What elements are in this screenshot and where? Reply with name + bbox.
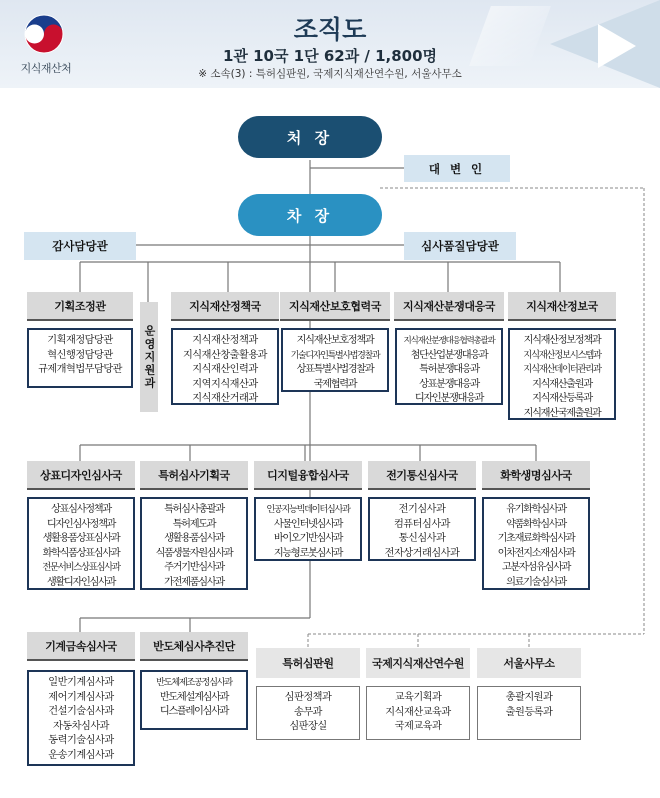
unit-item: 상표분쟁대응과 — [419, 378, 479, 390]
unit-item: 지식재산데이터관리과 — [523, 364, 601, 375]
unit-item: 운송기계심사과 — [48, 749, 114, 761]
page-title: 조직도 — [293, 15, 367, 44]
ip-academy-units — [366, 686, 470, 740]
planning-coordination-units — [27, 328, 133, 388]
unit-item: 기술디자인특별사법경찰과 — [290, 350, 380, 361]
quality-office-node: 심사품질담당관 — [404, 232, 516, 260]
unit-item: 바이오기반심사과 — [273, 533, 343, 544]
unit-item: 일반기계심사과 — [48, 677, 114, 688]
unit-item: 전자상거래심사과 — [384, 547, 460, 559]
ip-policy-bureau-units — [171, 328, 279, 405]
ip-protection-bureau-units — [281, 328, 389, 392]
unit-item: 전문서비스상표심사과 — [42, 562, 120, 573]
unit-item: 반도체제조공정심사과 — [156, 677, 232, 688]
unit-item: 지식재산정보시스템과 — [523, 349, 601, 361]
semiconductor-task-force-units — [140, 670, 248, 730]
ip-dispute-bureau-units — [395, 328, 503, 405]
patent-tribunal-units — [256, 686, 360, 740]
unit-item: 사물인터넷심사과 — [273, 518, 343, 530]
unit-item: 특허분쟁대응과 — [419, 364, 479, 375]
unit-item: 특허심사총괄과 — [164, 504, 224, 515]
unit-item: 지식재산정책과 — [192, 335, 258, 346]
unit-item: 식품생물자원심사과 — [155, 547, 233, 559]
patent-planning-bureau-units — [140, 497, 248, 590]
unit-item: 지역지식재산과 — [192, 378, 258, 390]
unit-item: 주거기반심사과 — [164, 562, 224, 573]
affiliates-note: ※ 소속(3) : 특허심판원, 국제지식재산연수원, 서울사무소 — [198, 68, 462, 80]
trademark-design-bureau-units — [27, 497, 135, 590]
vice-commissioner-node: 차 장 — [238, 194, 382, 236]
unit-item: 지식재산정보정책과 — [523, 335, 601, 346]
operations-label: 운영지원과 — [143, 324, 156, 390]
patent-planning-bureau-header: 특허심사기획국 — [140, 461, 248, 490]
unit-item: 지식재산등록과 — [532, 393, 592, 404]
unit-item: 화학식품상표심사과 — [42, 547, 120, 559]
unit-item: 생활용품상표심사과 — [42, 533, 120, 544]
spokesperson-node: 대 변 인 — [404, 155, 510, 182]
operations-support-node — [140, 302, 158, 412]
ip-information-bureau-units — [508, 328, 616, 420]
unit-item: 지식재산창출활용과 — [182, 349, 268, 361]
mechanical-metal-bureau-units — [27, 670, 135, 766]
unit-item: 통신심사과 — [398, 533, 446, 544]
unit-item: 국제교육과 — [394, 721, 442, 732]
unit-item: 건설기술심사과 — [48, 706, 114, 717]
unit-item: 지능형로봇심사과 — [273, 547, 343, 559]
electrical-telecom-bureau-units — [368, 497, 476, 561]
unit-item: 출원등록과 — [505, 706, 553, 718]
unit-item: 심판장실 — [289, 721, 327, 732]
ip-protection-bureau-header: 지식재산보호협력국 — [280, 292, 390, 321]
unit-item: 지식재산거래과 — [192, 393, 258, 404]
unit-item: 자동차심사과 — [52, 720, 110, 732]
unit-item: 상표특별사법경찰과 — [296, 364, 374, 375]
unit-item: 규제개혁법무담당관 — [37, 364, 123, 375]
seoul-office-units — [477, 686, 581, 740]
unit-item: 디자인심사정책과 — [46, 518, 116, 530]
ip-policy-bureau-header: 지식재산정책국 — [171, 292, 279, 321]
seoul-office-header: 서울사무소 — [477, 648, 581, 678]
unit-item: 생활디자인심사과 — [46, 576, 116, 588]
unit-item: 고분자섬유심사과 — [501, 562, 571, 573]
unit-item: 생활용품심사과 — [164, 533, 224, 544]
unit-item: 가전제품심사과 — [164, 576, 224, 588]
unit-item: 지식재산보호정책과 — [296, 335, 374, 346]
planning-coordination-header: 기획조정관 — [27, 292, 133, 321]
unit-item: 특허제도과 — [172, 518, 216, 530]
chemical-life-bureau-header: 화학생명심사국 — [482, 461, 590, 490]
unit-item: 첨단산업분쟁대응과 — [410, 349, 488, 361]
unit-item: 지식재산국제출원과 — [523, 407, 601, 419]
unit-item: 혁신행정담당관 — [47, 349, 113, 361]
digital-convergence-bureau-header: 디지털융합심사국 — [254, 461, 362, 490]
ip-dispute-bureau-header: 지식재산분쟁대응국 — [394, 292, 504, 321]
unit-item: 컴퓨터심사과 — [393, 518, 451, 530]
unit-item: 의료기술심사과 — [506, 576, 566, 588]
unit-item: 이차전지소재심사과 — [497, 547, 575, 559]
unit-item: 교육기획과 — [394, 692, 442, 703]
page-subtitle: 1관 10국 1단 62과 / 1,800명 — [222, 47, 438, 65]
patent-tribunal-header: 특허심판원 — [256, 648, 360, 678]
chemical-life-bureau-units — [482, 497, 590, 590]
unit-item: 총괄지원과 — [505, 692, 553, 703]
unit-item: 지식재산교육과 — [385, 706, 451, 718]
unit-item: 반도체설계심사과 — [159, 691, 229, 703]
commissioner-node: 처 장 — [238, 116, 382, 158]
mechanical-metal-bureau-header: 기계금속심사국 — [27, 632, 135, 661]
unit-item: 지식재산인력과 — [192, 364, 258, 375]
unit-item: 국제협력과 — [313, 378, 357, 390]
unit-item: 인공지능빅데이터심사과 — [266, 504, 350, 515]
unit-item: 디자인분쟁대응과 — [414, 393, 484, 404]
unit-item: 디스플레이심사과 — [159, 706, 229, 717]
ip-academy-header: 국제지식재산연수원 — [366, 648, 470, 678]
unit-item: 심판정책과 — [284, 692, 332, 703]
digital-convergence-bureau-units — [254, 497, 362, 561]
unit-item: 유기화학심사과 — [506, 504, 566, 515]
unit-item: 기초재료화학심사과 — [497, 533, 575, 544]
ip-information-bureau-header: 지식재산정보국 — [508, 292, 616, 321]
unit-item: 전기심사과 — [398, 504, 446, 515]
semiconductor-task-force-header: 반도체심사추진단 — [140, 632, 248, 661]
audit-office-node: 감사담당관 — [24, 232, 136, 260]
unit-item: 지식재산분쟁대응협력총괄과 — [403, 336, 495, 346]
unit-item: 동력기술심사과 — [48, 735, 114, 746]
unit-item: 상표심사정책과 — [51, 504, 111, 515]
unit-item: 약품화학심사과 — [506, 518, 566, 530]
logo-text: 지식재산처 — [20, 62, 72, 75]
unit-item: 송무과 — [293, 706, 323, 718]
unit-item: 제어기계심사과 — [48, 691, 114, 703]
unit-item: 기획재정담당관 — [47, 335, 113, 346]
electrical-telecom-bureau-header: 전기통신심사국 — [368, 461, 476, 490]
trademark-design-bureau-header: 상표디자인심사국 — [27, 461, 135, 490]
unit-item: 지식재산출원과 — [532, 378, 592, 390]
